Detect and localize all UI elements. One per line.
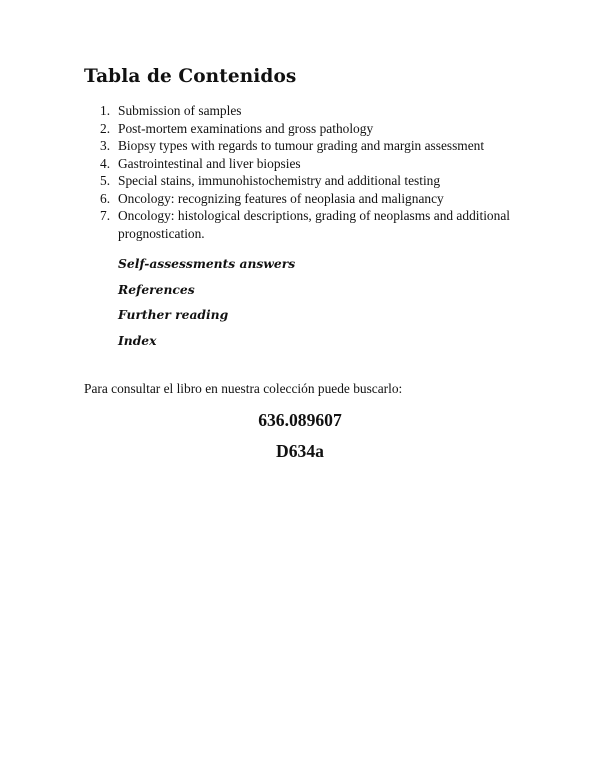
toc-item-number: 3. [100, 138, 111, 153]
page-title: Tabla de Contenidos [84, 66, 297, 87]
catalog-note: Para consultar el libro en nuestra colección puede buscarlo: [84, 381, 403, 396]
toc-item-text: Gastrointestinal and liver biopsies [118, 155, 301, 171]
toc-item [100, 137, 520, 155]
toc-item [100, 120, 520, 138]
back-matter-item-references: References [118, 281, 195, 297]
toc-item-number: 2. [100, 120, 111, 136]
back-matter-item-self-assessments: Self-assessments answers [118, 256, 296, 271]
table-of-contents [100, 102, 520, 242]
toc-item [100, 102, 520, 120]
toc-item-text: Special stains, immunohistochemistry and additional testing [118, 173, 441, 188]
toc-item-number: 4. [100, 155, 111, 171]
call-number-class: 636.089607 [258, 410, 342, 430]
toc-item [100, 190, 520, 208]
toc-item-text: Oncology: recognizing features of neoplasia and malignancy [118, 190, 444, 206]
back-matter-item-index: Index [118, 332, 157, 348]
toc-item-number: 7. [100, 208, 111, 223]
toc-item-text: Biopsy types with regards to tumour grading and margin assessment [118, 138, 485, 153]
toc-item-text: Submission of samples [118, 103, 242, 118]
toc-item-number: 1. [100, 103, 111, 118]
toc-item-number: 6. [100, 190, 111, 206]
toc-item-text: Post-mortem examinations and gross pathology [118, 120, 374, 136]
toc-item-text: Oncology: histological descriptions, grading of neoplasms and additional prognostication. [118, 208, 510, 241]
back-matter-list [118, 256, 295, 358]
toc-item [100, 155, 520, 173]
toc-item-number: 5. [100, 173, 111, 188]
toc-item [100, 207, 520, 242]
toc-item [100, 172, 520, 190]
call-number-cutter: D634a [276, 441, 324, 461]
back-matter-item-further-reading: Further reading [118, 307, 229, 322]
